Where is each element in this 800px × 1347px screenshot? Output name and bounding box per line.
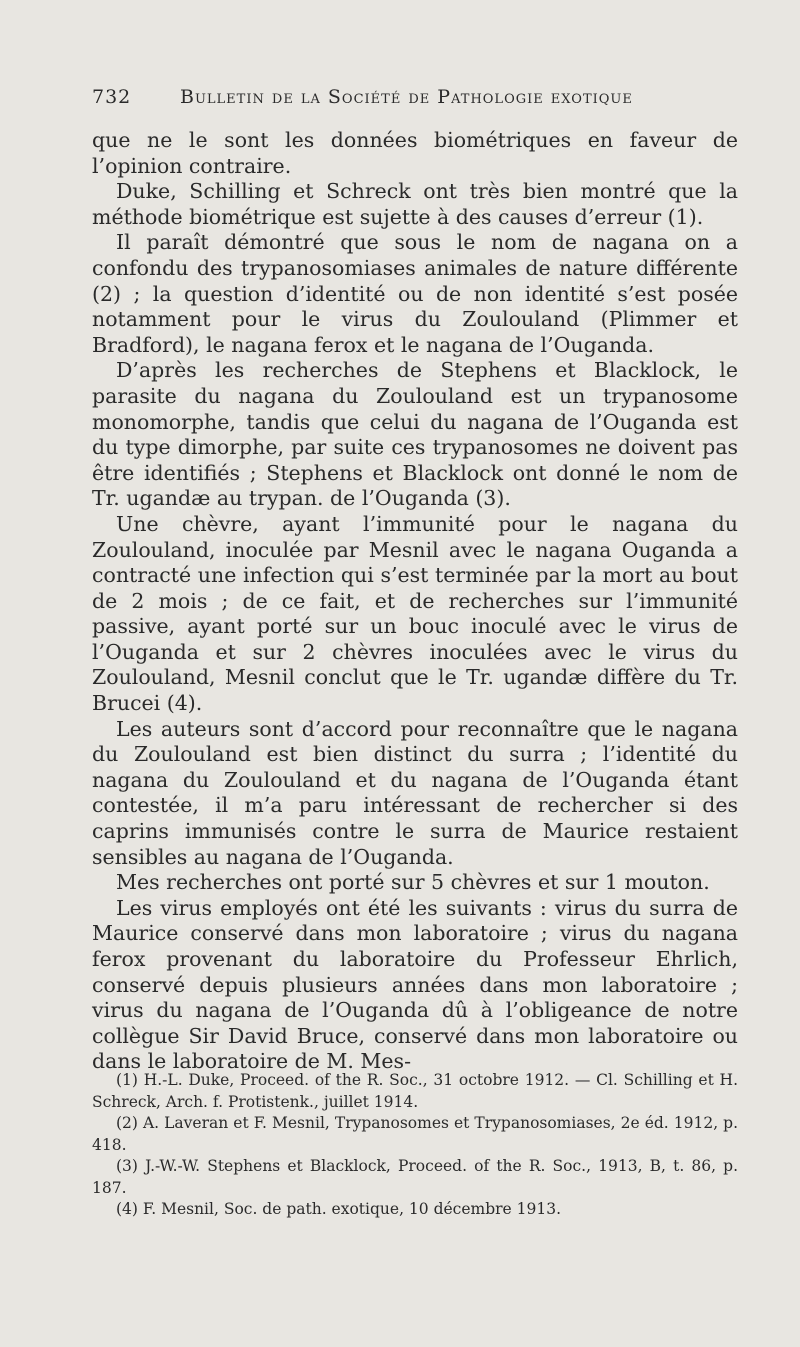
footnote-3: (3) J.-W.-W. Stephens et Blacklock, Proceed. of the R. Soc., 1913, B, t. 86, p. 187. [92,1157,738,1197]
footnote-1: (1) H.-L. Duke, Proceed. of the R. Soc., 31 octobre 1912. — Cl. Schilling et H. Schreck, Arch. f. Protistenk., juillet 1914. [92,1071,738,1111]
body-text [92,128,738,1075]
footnote-2: (2) A. Laveran et F. Mesnil, Trypanosomes et Trypanosomiases, 2e éd. 1912, p. 418. [92,1114,738,1154]
paragraph-2: Duke, Schilling et Schreck ont très bien montré que la méthode biométrique est sujette à des causes d’erreur (1). [92,179,738,229]
paragraph-5: Une chèvre, ayant l’immunité pour le nagana du Zoulouland, inoculée par Mesnil avec le nagana Ouganda a contracté une infection qui s’est terminée par la mort au bout de 2 mois ; de ce fait, et de recherches sur l’immunité passive, ayant porté sur un bouc inoculé avec le virus de l’Ouganda et sur 2 chèvres inoculées avec le virus du Zoulouland, Mesnil conclut que le Tr. ugandæ diffère du Tr. Brucei (4). [92,511,738,716]
paragraph-6: Les auteurs sont d’accord pour reconnaître que le nagana du Zoulouland est bien distinct du surra ; l’identité du nagana du Zoulouland et du nagana de l’Ouganda étant contestée, il m’a paru intéressant de rechercher si des caprins immunisés contre le surra de Maurice restaient sensibles au nagana de l’Ouganda. [92,716,738,869]
footnotes [92,1070,738,1221]
paragraph-3: Il paraît démontré que sous le nom de nagana on a confondu des trypanosomiases animales de nature différente (2) ; la question d’identité ou de non identité s’est posée notamment pour le virus du Zoulouland (Plimmer et Bradford), le nagana ferox et le nagana de l’Ouganda. [92,230,738,357]
page-number: 732 [92,86,132,108]
paragraph-7: Mes recherches ont porté sur 5 chèvres et sur 1 mouton. [116,870,710,895]
paragraph-1: que ne le sont les données biométriques en faveur de l’opinion contraire. [92,128,738,178]
footnote-4: (4) F. Mesnil, Soc. de path. exotique, 10 décembre 1913. [116,1200,562,1218]
paragraph-8: Les virus employés ont été les suivants : virus du surra de Maurice conservé dans mon laboratoire ; virus du nagana ferox provenant du laboratoire du Professeur Ehrlich, conservé depuis plusieurs années dans mon laboratoire ; virus du nagana de l’Ouganda dû à l’obligeance de notre collègue Sir David Bruce, conservé dans mon laboratoire ou dans le laboratoire de M. Mes- [92,895,738,1074]
journal-title: Bulletin de la Société de Pathologie exotique [180,86,633,108]
paragraph-4: D’après les recherches de Stephens et Blacklock, le parasite du nagana du Zoulouland est un trypanosome monomorphe, tandis que celui du nagana de l’Ouganda est du type dimorphe, par suite ces trypanosomes ne doivent pas être identifiés ; Stephens et Blacklock ont donné le nom de Tr. ugandæ au trypan. de l’Ouganda (3). [92,358,738,511]
